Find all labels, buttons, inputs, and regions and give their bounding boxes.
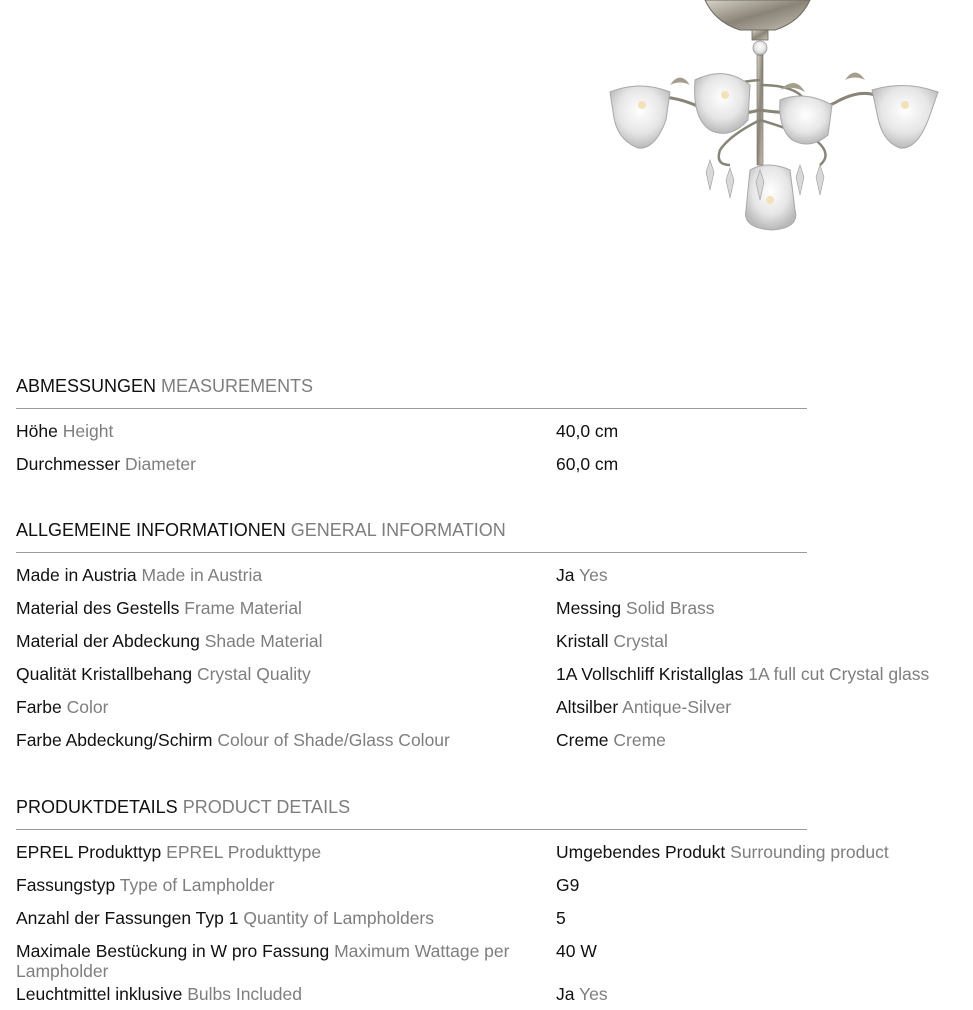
- spec-label-en: Height: [62, 421, 114, 441]
- spec-label-en: Bulbs Included: [187, 984, 303, 1004]
- section-title-de: PRODUKTDETAILS: [16, 797, 178, 817]
- spec-label: [16, 664, 536, 684]
- general-information-section: [16, 519, 807, 553]
- spec-label: [16, 565, 536, 585]
- spec-label-en: Shade Material: [204, 631, 323, 651]
- spec-label-de: Material der Abdeckung: [16, 631, 200, 651]
- spec-label-de: EPREL Produkttyp: [16, 842, 162, 862]
- spec-value-de: Creme: [556, 730, 609, 750]
- spec-value-en: Yes: [579, 565, 608, 585]
- spec-label-de: Fassungstyp: [16, 875, 116, 895]
- spec-label: [16, 697, 536, 717]
- section-title-en: MEASUREMENTS: [161, 376, 314, 396]
- spec-label-de: Made in Austria: [16, 565, 137, 585]
- spec-label-de: Leuchtmittel inklusive: [16, 984, 183, 1004]
- spec-value-en: Creme: [613, 730, 666, 750]
- spec-label: [16, 454, 536, 474]
- spec-label-en: Type of Lampholder: [119, 875, 275, 895]
- spec-value-de: 5: [556, 908, 566, 928]
- spec-label-en: Maximum Wattage per Lampholder: [16, 941, 510, 981]
- spec-value: [556, 421, 618, 441]
- spec-label: [16, 730, 536, 750]
- spec-value: [556, 730, 666, 750]
- spec-label-de: Maximale Bestückung in W pro Fassung: [16, 941, 330, 961]
- spec-value-de: Ja: [556, 565, 575, 585]
- spec-value-en: Yes: [579, 984, 608, 1004]
- spec-label: [16, 421, 536, 441]
- product-details-section: [16, 796, 807, 830]
- section-divider: [16, 408, 807, 409]
- spec-value: [556, 565, 608, 585]
- spec-value-de: Messing: [556, 598, 622, 618]
- spec-label-de: Farbe: [16, 697, 62, 717]
- spec-value: [556, 454, 618, 474]
- spec-value: [556, 697, 731, 717]
- spec-value-de: 60,0 cm: [556, 454, 619, 474]
- spec-value: [556, 984, 608, 1004]
- spec-label: [16, 842, 536, 862]
- spec-label-de: Material des Gestells: [16, 598, 180, 618]
- spec-value: [556, 941, 597, 961]
- spec-value: [556, 598, 715, 618]
- section-title-en: GENERAL INFORMATION: [290, 520, 506, 540]
- spec-label-en: Frame Material: [184, 598, 302, 618]
- spec-value-de: Altsilber: [556, 697, 619, 717]
- spec-label-de: Anzahl der Fassungen Typ 1: [16, 908, 239, 928]
- spec-value: [556, 875, 579, 895]
- spec-value-en: Crystal: [613, 631, 668, 651]
- spec-value-en: 1A full cut Crystal glass: [748, 664, 930, 684]
- spec-value-de: 1A Vollschliff Kristallglas: [556, 664, 744, 684]
- spec-value: [556, 664, 929, 684]
- spec-label: [16, 875, 536, 895]
- measurements-section: [16, 375, 807, 409]
- spec-label-de: Farbe Abdeckung/Schirm: [16, 730, 213, 750]
- spec-label-en: Made in Austria: [141, 565, 263, 585]
- spec-label-en: Crystal Quality: [196, 664, 311, 684]
- spec-value-de: 40 W: [556, 941, 597, 961]
- spec-value: [556, 631, 668, 651]
- section-title: [16, 796, 807, 818]
- spec-label: [16, 941, 536, 981]
- spec-label-de: Höhe: [16, 421, 58, 441]
- section-title: [16, 519, 807, 541]
- section-title-en: PRODUCT DETAILS: [182, 797, 351, 817]
- spec-label-en: Quantity of Lampholders: [243, 908, 435, 928]
- spec-label-en: Color: [66, 697, 109, 717]
- spec-label: [16, 631, 536, 651]
- spec-value-en: Antique-Silver: [622, 697, 732, 717]
- spec-label: [16, 598, 536, 618]
- spec-label-en: EPREL Produkttype: [166, 842, 322, 862]
- section-title-de: ALLGEMEINE INFORMATIONEN: [16, 520, 286, 540]
- spec-label: [16, 908, 536, 928]
- spec-value-en: Surrounding product: [730, 842, 889, 862]
- section-title-de: ABMESSUNGEN: [16, 376, 157, 396]
- spec-value: [556, 842, 889, 862]
- chandelier-image: [600, 0, 950, 240]
- spec-label-en: Diameter: [124, 454, 196, 474]
- spec-label-en: Colour of Shade/Glass Colour: [217, 730, 450, 750]
- spec-value-en: Solid Brass: [626, 598, 715, 618]
- spec-value-de: Ja: [556, 984, 575, 1004]
- spec-label: [16, 984, 536, 1004]
- spec-value-de: Umgebendes Produkt: [556, 842, 726, 862]
- spec-value-de: Kristall: [556, 631, 609, 651]
- spec-value-de: G9: [556, 875, 580, 895]
- spec-label-de: Qualität Kristallbehang: [16, 664, 193, 684]
- spec-label-de: Durchmesser: [16, 454, 121, 474]
- section-divider: [16, 552, 807, 553]
- spec-value: [556, 908, 566, 928]
- section-divider: [16, 829, 807, 830]
- section-title: [16, 375, 807, 397]
- spec-value-de: 40,0 cm: [556, 421, 619, 441]
